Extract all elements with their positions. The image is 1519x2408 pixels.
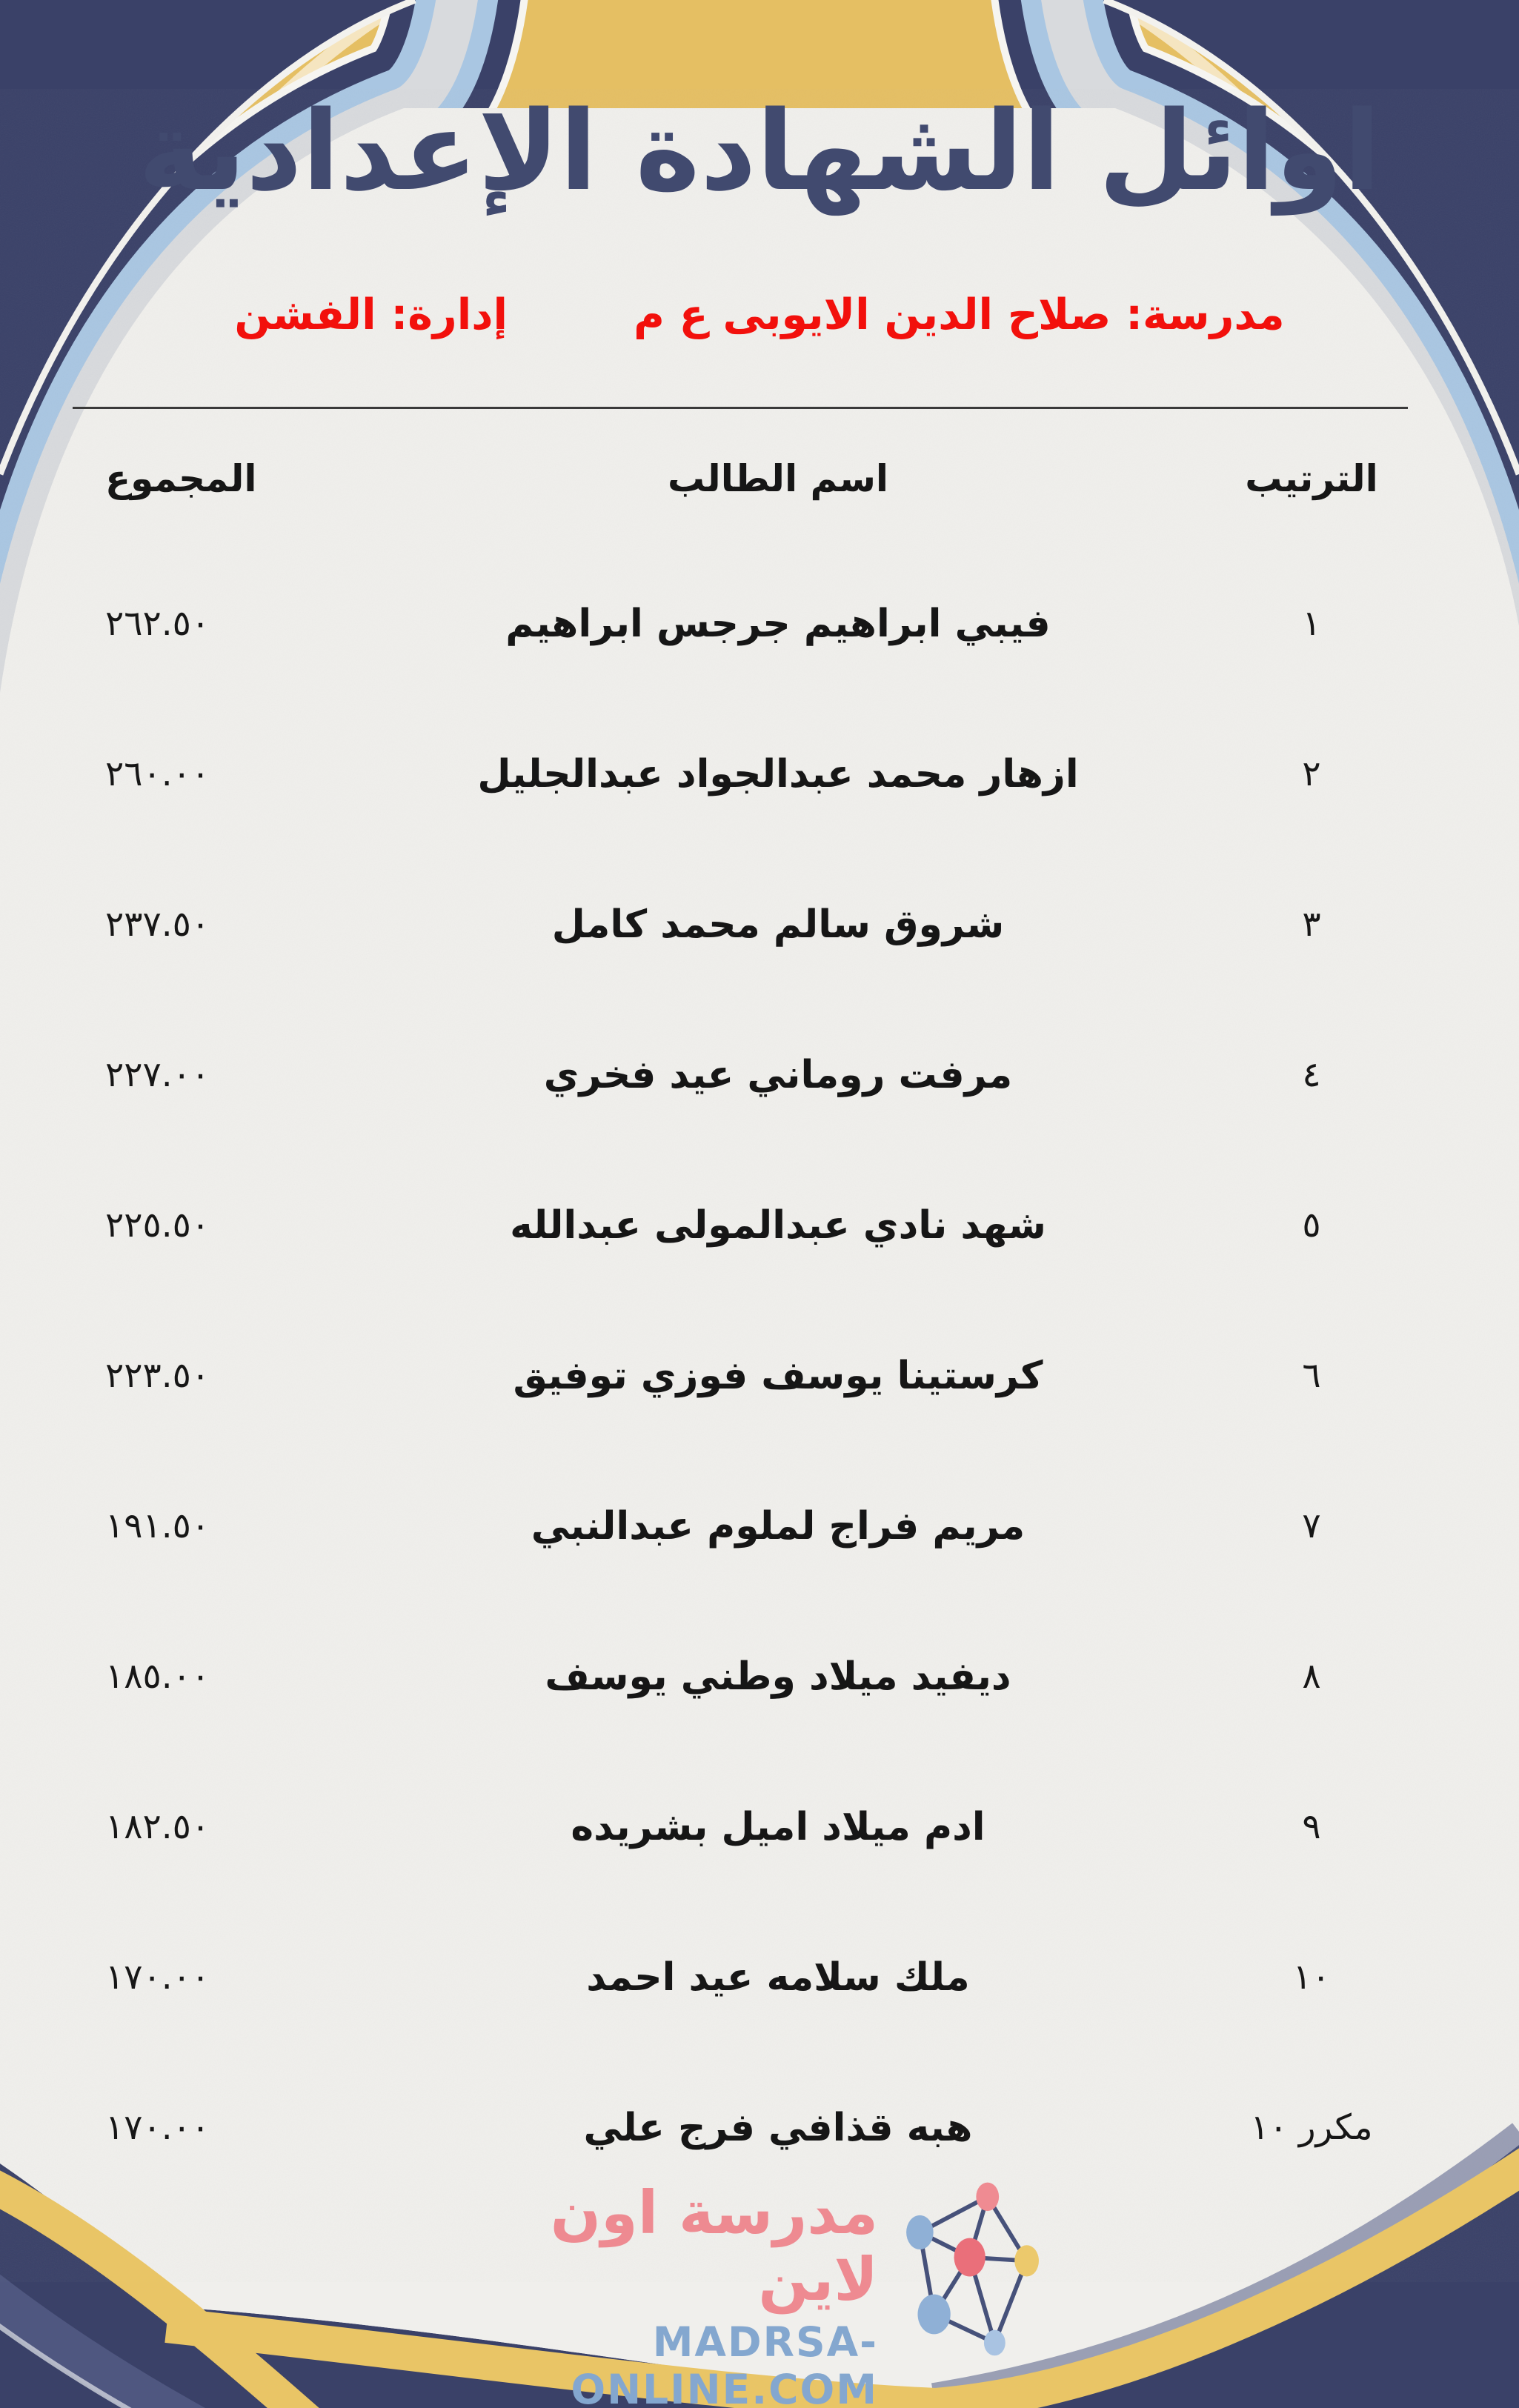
student-name: شهد نادي عبدالمولى عبدالله [510,1203,1046,1248]
rank-value: ٨ [1302,1656,1321,1697]
subtitle-line [0,290,1519,339]
student-name: كرستينا يوسف فوزي توفيق [513,1353,1043,1398]
student-name: شروق سالم محمد كامل [551,902,1005,947]
site-logo [485,2180,1049,2408]
total-value: ١٩١.٥٠ [105,1506,210,1546]
total-value: ٢٢٥.٥٠ [105,1205,210,1245]
school-label: مدرسة: صلاح الدين الايوبى ع م [634,290,1285,339]
student-name: ديفيد ميلاد وطني يوسف [545,1654,1011,1699]
table-row [89,1752,1408,1902]
rank-value: ٥ [1302,1205,1321,1245]
department-label: إدارة: الفشن [234,290,508,339]
student-name: مريم فراج لملوم عبدالنبي [531,1503,1026,1549]
rank-value: ٩ [1302,1806,1321,1847]
table-row [89,548,1408,699]
rank-value: ١٠ [1292,1957,1331,1998]
table-row [89,1150,1408,1300]
network-graph-icon [897,2175,1049,2361]
rank-value: ٤ [1302,1054,1321,1095]
header-rank: الترتيب [1245,457,1378,500]
total-value: ٢٦٠.٠٠ [105,754,210,794]
student-name: فيبي ابراهيم جرجس ابراهيم [505,601,1051,646]
total-value: ١٨٢.٥٠ [105,1806,210,1847]
results-table [89,409,1408,2203]
site-logo-text [485,2180,878,2408]
total-value: ٢٢٣.٥٠ [105,1355,210,1396]
table-row [89,1000,1408,1150]
table-row [89,1601,1408,1752]
page-title: اوائل الشهادة الإعدادية [138,87,1381,215]
header-name: اسم الطالب [667,457,889,500]
student-name: ملك سلامه عيد احمد [586,1955,970,2000]
student-name: ادم ميلاد اميل بشريده [571,1804,985,1849]
site-name-arabic: مدرسة اون لاين [550,2178,878,2314]
rank-value: ١ [1302,603,1321,644]
rank-value: ٦ [1302,1355,1321,1396]
rank-value: ٧ [1302,1506,1321,1546]
site-domain: MADRSA-ONLINE.COM [571,2318,878,2408]
table-row [89,1300,1408,1451]
total-value: ١٧٠.٠٠ [105,1957,210,1998]
table-header-row [89,409,1408,548]
table-row [89,1451,1408,1601]
rank-value: ٢ [1302,754,1321,794]
total-value: ٢٢٧.٠٠ [105,1054,210,1095]
total-value: ١٧٠.٠٠ [105,2107,210,2148]
student-name: ازهار محمد عبدالجواد عبدالجليل [477,751,1079,796]
student-name: مرفت روماني عيد فخري [543,1052,1013,1097]
total-value: ١٨٥.٠٠ [105,1656,210,1697]
total-value: ٢٦٢.٥٠ [105,603,210,644]
table-row [89,699,1408,849]
student-name: هبه قذافي فرج علي [583,2105,973,2150]
table-row [89,849,1408,1000]
rank-value: ٣ [1302,904,1321,945]
header-total: المجموع [105,457,257,500]
rank-value: مكرر ١٠ [1250,2107,1373,2148]
table-row [89,1902,1408,2052]
total-value: ٢٣٧.٥٠ [105,904,210,945]
